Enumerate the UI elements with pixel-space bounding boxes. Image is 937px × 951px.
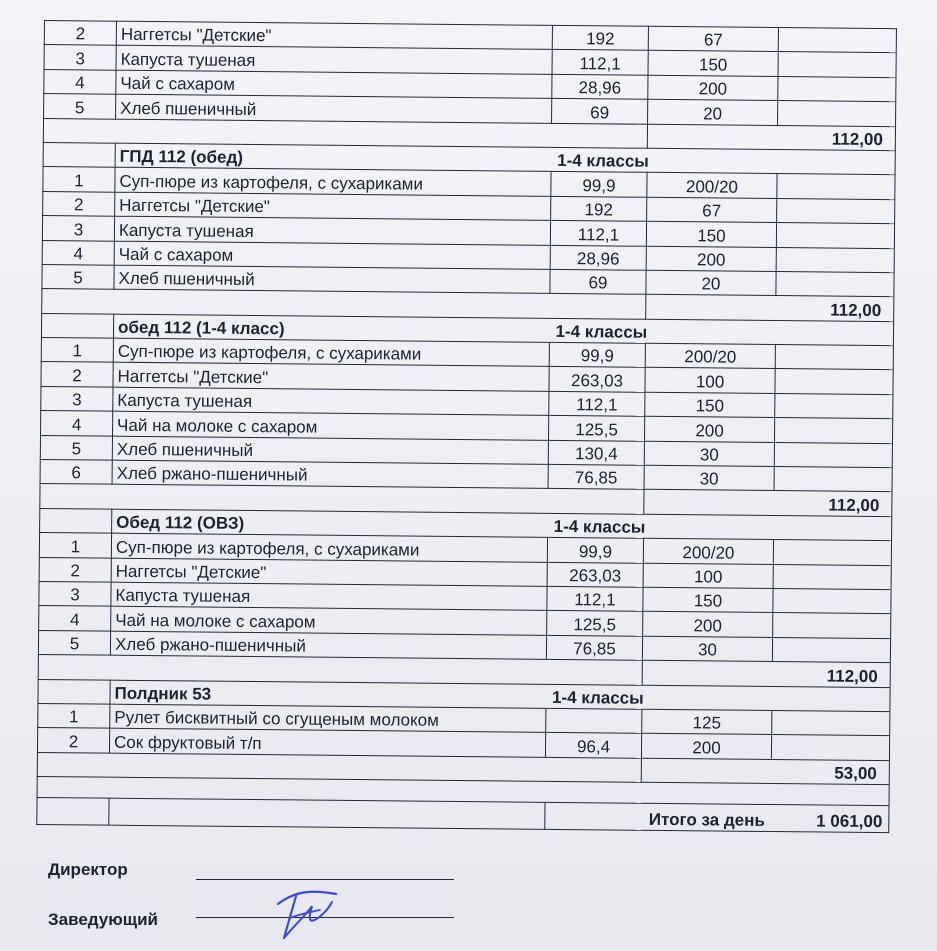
item-name: Суп-пюре из картофеля, с сухариками xyxy=(115,168,551,197)
item-price: 112,1 xyxy=(552,50,648,75)
section-class-label: 1-4 классы xyxy=(548,513,892,541)
item-extra-blank xyxy=(776,271,894,297)
item-name: Хлеб ржано-пшеничный xyxy=(110,631,546,660)
item-name: Хлеб пшеничный xyxy=(112,436,548,465)
item-price: 28,96 xyxy=(550,245,646,270)
item-name: Хлеб ржано-пшеничный xyxy=(112,460,548,489)
section-class-label: 1-4 классы xyxy=(549,318,893,346)
item-number: 1 xyxy=(43,167,115,192)
section-header-blank xyxy=(43,142,115,167)
item-price: 99,9 xyxy=(549,342,645,367)
manager-label: Заведующий xyxy=(48,910,159,929)
item-extra-blank xyxy=(772,637,890,663)
item-number: 3 xyxy=(44,45,116,70)
item-price: 192 xyxy=(552,25,648,50)
item-weight: 150 xyxy=(648,51,778,77)
item-price: 99,9 xyxy=(547,538,643,563)
item-extra-blank xyxy=(774,418,892,444)
item-price: 125,5 xyxy=(547,611,643,636)
item-name: Чай с сахаром xyxy=(114,241,550,270)
item-extra-blank xyxy=(773,540,891,566)
item-name: Наггетсы "Детские" xyxy=(111,558,547,587)
item-number: 2 xyxy=(41,362,113,387)
item-name: Рулет бисквитный со сгущеным молоком xyxy=(110,704,546,733)
item-extra-blank xyxy=(773,564,891,590)
item-number: 2 xyxy=(37,728,109,753)
item-weight: 30 xyxy=(642,636,772,662)
section-total: 112,00 xyxy=(644,490,892,517)
item-number: 2 xyxy=(44,21,116,46)
item-name: Капуста тушеная xyxy=(116,46,552,75)
item-extra-blank xyxy=(772,710,890,736)
item-price: 28,96 xyxy=(552,74,648,99)
item-price: 125,5 xyxy=(548,416,644,441)
item-weight: 200/20 xyxy=(643,538,773,564)
item-extra-blank xyxy=(775,393,893,419)
item-weight: 30 xyxy=(644,441,774,467)
section-title: ГПД 112 (обед) xyxy=(115,143,551,172)
item-price: 192 xyxy=(551,196,647,221)
item-number: 2 xyxy=(39,557,111,582)
item-price: 69 xyxy=(552,99,648,124)
item-weight: 30 xyxy=(644,465,774,491)
item-number: 1 xyxy=(38,703,110,728)
section-class-label: 1-4 классы xyxy=(551,147,895,175)
item-price: 263,03 xyxy=(547,562,643,587)
item-weight: 150 xyxy=(645,392,775,418)
item-extra-blank xyxy=(778,28,896,54)
section-header-blank xyxy=(41,313,113,338)
item-number: 2 xyxy=(43,191,115,216)
item-price: 76,85 xyxy=(548,464,644,489)
section-header-blank xyxy=(40,508,112,533)
section-total: 112,00 xyxy=(647,124,895,151)
section-total: 53,00 xyxy=(641,758,889,785)
item-extra-blank xyxy=(777,174,895,200)
item-price: 112,1 xyxy=(547,586,643,611)
item-name: Наггетсы "Детские" xyxy=(113,363,549,392)
item-price: 130,4 xyxy=(548,440,644,465)
item-extra-blank xyxy=(773,613,891,639)
item-weight: 20 xyxy=(648,99,778,125)
section-title: Обед 112 (ОВЗ) xyxy=(112,509,548,538)
item-extra-blank xyxy=(774,442,892,468)
item-name: Наггетсы "Детские" xyxy=(116,21,552,50)
item-weight: 150 xyxy=(646,221,776,247)
section-title: Полдник 53 xyxy=(110,680,546,709)
item-price: 69 xyxy=(550,269,646,294)
item-extra-blank xyxy=(775,369,893,395)
item-weight: 67 xyxy=(647,197,777,223)
item-name: Капуста тушеная xyxy=(114,216,550,245)
item-price: 96,4 xyxy=(545,733,641,758)
item-price: 99,9 xyxy=(551,172,647,197)
menu-table xyxy=(36,20,897,833)
item-name: Чай на молоке с сахаром xyxy=(111,607,547,636)
item-extra-blank xyxy=(778,52,896,78)
item-number: 4 xyxy=(41,411,113,436)
item-weight: 125 xyxy=(642,709,772,735)
grand-total-label: Итого за день xyxy=(545,802,771,831)
item-number: 4 xyxy=(44,69,116,94)
section-title: обед 112 (1-4 класс) xyxy=(113,314,549,343)
item-extra-blank xyxy=(777,198,895,224)
item-weight: 200 xyxy=(641,734,771,760)
item-number: 5 xyxy=(38,630,110,655)
item-price: 112,1 xyxy=(549,391,645,416)
item-number: 5 xyxy=(40,435,112,460)
item-number: 5 xyxy=(44,94,116,119)
section-class-label: 1-4 классы xyxy=(546,684,890,712)
item-extra-blank xyxy=(773,589,891,615)
item-weight: 200/20 xyxy=(647,173,777,199)
item-price: 112,1 xyxy=(550,220,646,245)
section-total: 112,00 xyxy=(642,660,890,687)
item-weight: 200 xyxy=(648,75,778,101)
item-extra-blank xyxy=(776,223,894,249)
item-name: Сок фруктовый т/п xyxy=(109,728,545,757)
grand-total-value: 1 061,00 xyxy=(771,805,889,833)
item-number: 4 xyxy=(39,606,111,631)
item-number: 6 xyxy=(40,460,112,485)
item-extra-blank xyxy=(776,247,894,273)
item-weight: 200 xyxy=(644,417,774,443)
item-name: Чай на молоке с сахаром xyxy=(113,411,549,440)
item-name: Капуста тушеная xyxy=(111,582,547,611)
item-extra-blank xyxy=(774,467,892,493)
handwritten-signature xyxy=(266,884,346,944)
grand-total-blank-name xyxy=(109,798,545,829)
item-extra-blank xyxy=(771,735,889,761)
section-header-blank xyxy=(38,679,110,704)
item-price xyxy=(546,708,642,733)
item-weight: 100 xyxy=(645,368,775,394)
item-name: Суп-пюре из картофеля, с сухариками xyxy=(113,338,549,367)
item-price: 76,85 xyxy=(546,635,642,660)
item-name: Хлеб пшеничный xyxy=(116,94,552,123)
item-name: Хлеб пшеничный xyxy=(114,265,550,294)
item-weight: 200/20 xyxy=(645,343,775,369)
item-weight: 67 xyxy=(648,26,778,52)
director-label: Директор xyxy=(48,860,128,879)
item-number: 3 xyxy=(41,386,113,411)
item-weight: 200 xyxy=(646,246,776,272)
item-number: 3 xyxy=(39,581,111,606)
item-extra-blank xyxy=(778,76,896,102)
item-name: Суп-пюре из картофеля, с сухариками xyxy=(111,533,547,562)
item-number: 1 xyxy=(39,533,111,558)
item-weight: 150 xyxy=(643,587,773,613)
item-extra-blank xyxy=(778,101,896,127)
item-number: 5 xyxy=(42,264,114,289)
item-number: 1 xyxy=(41,338,113,363)
item-number: 4 xyxy=(42,240,114,265)
grand-total-blank-num xyxy=(37,798,109,826)
item-extra-blank xyxy=(775,345,893,371)
section-total: 112,00 xyxy=(646,295,894,322)
item-weight: 100 xyxy=(643,563,773,589)
item-price: 263,03 xyxy=(549,367,645,392)
item-weight: 200 xyxy=(643,612,773,638)
item-number: 3 xyxy=(42,216,114,241)
item-weight: 20 xyxy=(646,270,776,296)
item-name: Чай с сахаром xyxy=(116,70,552,99)
item-name: Наггетсы "Детские" xyxy=(115,192,551,221)
item-name: Капуста тушеная xyxy=(113,387,549,416)
director-signature-line xyxy=(196,879,454,880)
